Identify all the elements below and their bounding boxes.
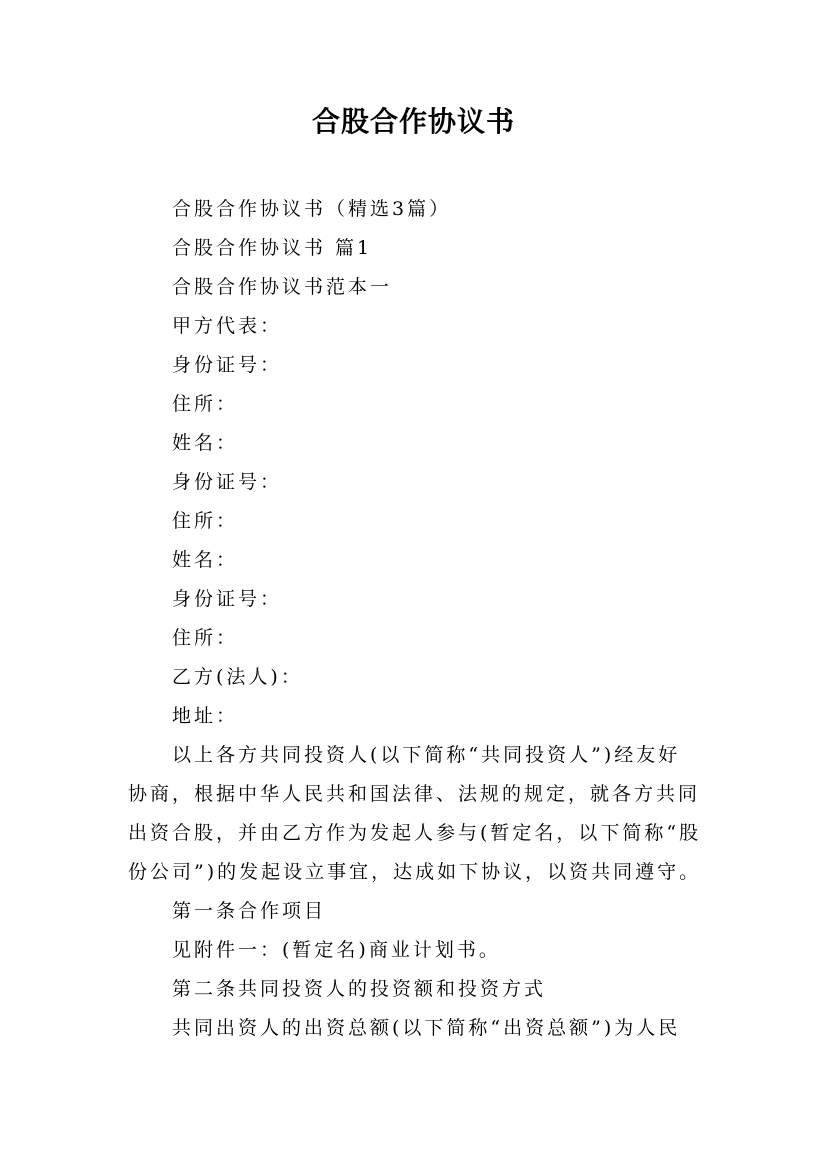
paragraph-line: 份公司”)的发起设立事宜，达成如下协议，以资共同遵守。 (128, 861, 702, 883)
party-b-address-field: 地址： (172, 705, 239, 727)
paragraph-line: 见附件一：(暂定名)商业计划书。 (172, 939, 501, 961)
id-number-field: 身份证号： (172, 588, 283, 610)
paragraph-line: 协商，根据中华人民共和国法律、法规的规定，就各方共同 (128, 783, 701, 805)
article-heading: 第一条合作项目 (172, 900, 327, 922)
article-heading: 第二条共同投资人的投资额和投资方式 (172, 978, 547, 1000)
subtitle-line: 合股合作协议书（精选3篇） (172, 198, 452, 220)
name-field: 姓名： (172, 549, 239, 571)
party-b-field: 乙方(法人)： (172, 666, 303, 688)
paragraph-line: 出资合股，并由乙方作为发起人参与(暂定名，以下简称“股 (128, 822, 702, 844)
document-title: 合股合作协议书 (311, 105, 515, 138)
party-a-representative-field: 甲方代表： (172, 315, 283, 337)
id-number-field: 身份证号： (172, 471, 283, 493)
address-field: 住所： (172, 393, 239, 415)
address-field: 住所： (172, 627, 239, 649)
id-number-field: 身份证号： (172, 354, 283, 376)
paragraph-line: 以上各方共同投资人(以下简称“共同投资人”)经友好 (172, 744, 681, 766)
name-field: 姓名： (172, 432, 239, 454)
section-heading: 合股合作协议书 篇1 (172, 237, 373, 259)
address-field: 住所： (172, 510, 239, 532)
template-heading: 合股合作协议书范本一 (172, 276, 393, 298)
paragraph-line: 共同出资人的出资总额(以下简称“出资总额”)为人民 (172, 1017, 681, 1039)
document-body (128, 190, 728, 1048)
